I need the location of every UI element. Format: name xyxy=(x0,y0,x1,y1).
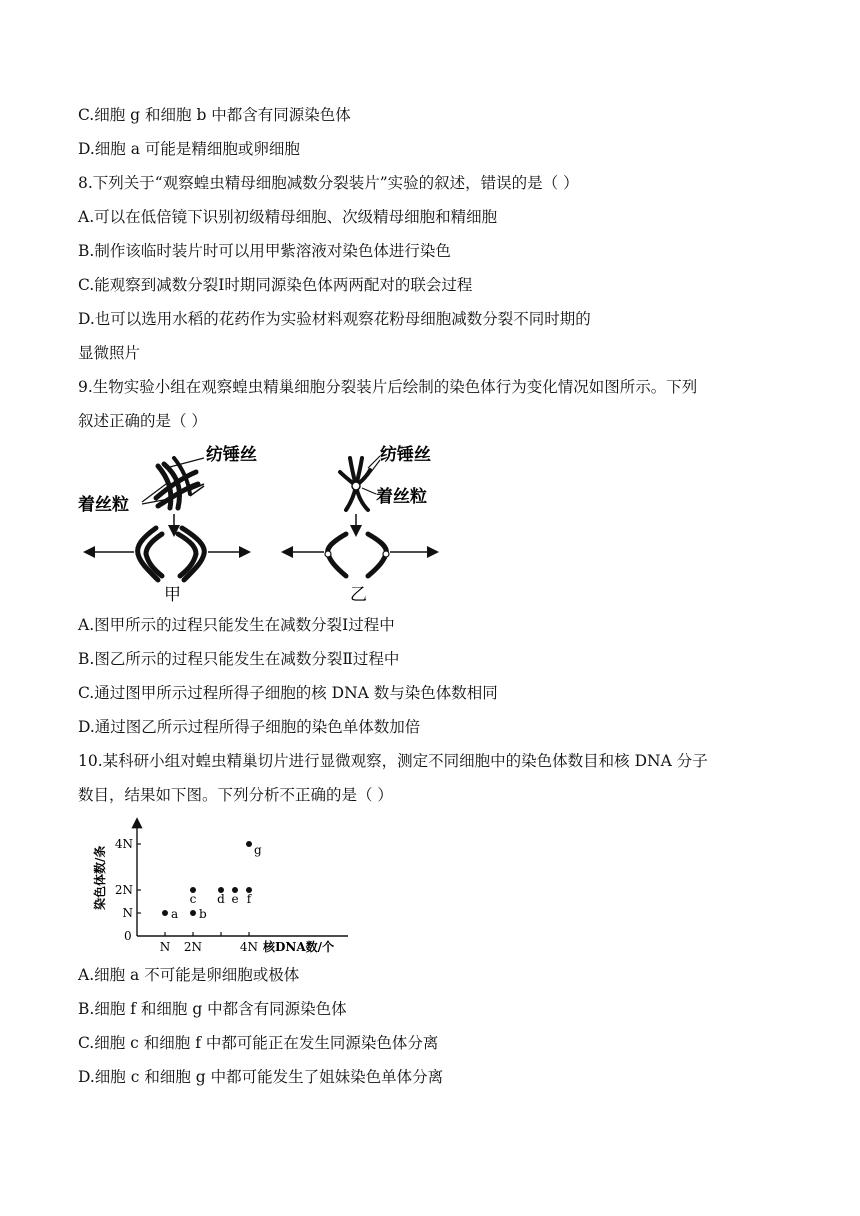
question-9-stem-cont: 叙述正确的是（ ） xyxy=(78,412,207,430)
question-8-option-d-cont: 显微照片 xyxy=(78,344,141,362)
data-point-label: b xyxy=(199,907,207,921)
question-10-option-d: D.细胞 c 和细胞 g 中都可能发生了姐妹染色单体分离 xyxy=(78,1068,444,1086)
chart-points xyxy=(162,841,262,921)
data-point-b xyxy=(190,910,196,916)
y-tick-label: 2N xyxy=(114,883,133,897)
question-10-option-b: B.细胞 f 和细胞 g 中都含有同源染色体 xyxy=(78,1000,347,1018)
x-tick-label: N xyxy=(159,940,171,954)
y-tick-label: 4N xyxy=(114,837,133,851)
question-10-option-c: C.细胞 c 和细胞 f 中都可能正在发生同源染色体分离 xyxy=(78,1034,439,1052)
question-9-option-d: D.通过图乙所示过程所得子细胞的染色单体数加倍 xyxy=(78,718,421,736)
data-point-label: c xyxy=(189,892,197,906)
question-10-stem: 10.某科研小组对蝗虫精巢切片进行显微观察，测定不同细胞中的染色体数目和核 DNA 分子 xyxy=(78,752,708,770)
data-point-label: e xyxy=(231,892,239,906)
data-point-label: d xyxy=(217,892,225,906)
y-axis-label: 染色体数/条 xyxy=(93,845,107,910)
centromere-label-jia: 着丝粒 xyxy=(78,495,129,515)
question-9-option-b: B.图乙所示的过程只能发生在减数分裂Ⅱ过程中 xyxy=(78,650,400,668)
caption-yi: 乙 xyxy=(350,585,367,605)
text-line: D.细胞 a 可能是精细胞或卵细胞 xyxy=(78,140,300,158)
data-point-g xyxy=(246,841,252,847)
diagram-jia xyxy=(78,444,257,605)
y-tick-label: N xyxy=(122,906,133,920)
diagram-yi xyxy=(284,444,436,605)
question-8-stem: 8.下列关于“观察蝗虫精母细胞减数分裂装片”实验的叙述，错误的是（ ） xyxy=(78,174,579,192)
question-9-option-c: C.通过图甲所示过程所得子细胞的核 DNA 数与染色体数相同 xyxy=(78,684,498,702)
question-8-option-b: B.制作该临时装片时可以用甲紫溶液对染色体进行染色 xyxy=(78,242,451,260)
centromere-label-yi: 着丝粒 xyxy=(376,487,427,507)
data-point-label: a xyxy=(171,907,179,921)
x-axis-label: 核DNA数/个 xyxy=(263,940,335,954)
data-point-label: g xyxy=(254,843,262,857)
question-8-option-c: C.能观察到减数分裂Ⅰ时期同源染色体两两配对的联会过程 xyxy=(78,276,473,294)
caption-jia: 甲 xyxy=(164,585,181,605)
question-9-stem: 9.生物实验小组在观察蝗虫精巢细胞分裂装片后绘制的染色体行为变化情况如图所示。下列 xyxy=(78,378,698,396)
spindle-label-jia: 纺锤丝 xyxy=(206,445,257,465)
origin-label: 0 xyxy=(124,929,132,943)
x-tick-label: 4N xyxy=(239,940,259,954)
chart-axes xyxy=(137,820,348,936)
question-9-option-a: A.图甲所示的过程只能发生在减数分裂Ⅰ过程中 xyxy=(78,616,395,634)
x-tick-label: 2N xyxy=(183,940,203,954)
question-8-option-d: D.也可以选用水稻的花药作为实验材料观察花粉母细胞减数分裂不同时期的 xyxy=(78,310,591,328)
question-10-option-a: A.细胞 a 不可能是卵细胞或极体 xyxy=(78,966,300,984)
data-point-a xyxy=(162,910,168,916)
question-8-option-a: A.可以在低倍镜下识别初级精母细胞、次级精母细胞和精细胞 xyxy=(78,208,498,226)
scatter-chart xyxy=(80,814,360,956)
question-10-stem-cont: 数目，结果如下图。下列分析不正确的是（ ） xyxy=(78,786,393,804)
spindle-label-yi: 纺锤丝 xyxy=(380,445,431,465)
data-point-label: f xyxy=(246,892,252,906)
chromosome-diagram xyxy=(78,438,458,608)
text-line: C.细胞 g 和细胞 b 中都含有同源染色体 xyxy=(78,106,351,124)
